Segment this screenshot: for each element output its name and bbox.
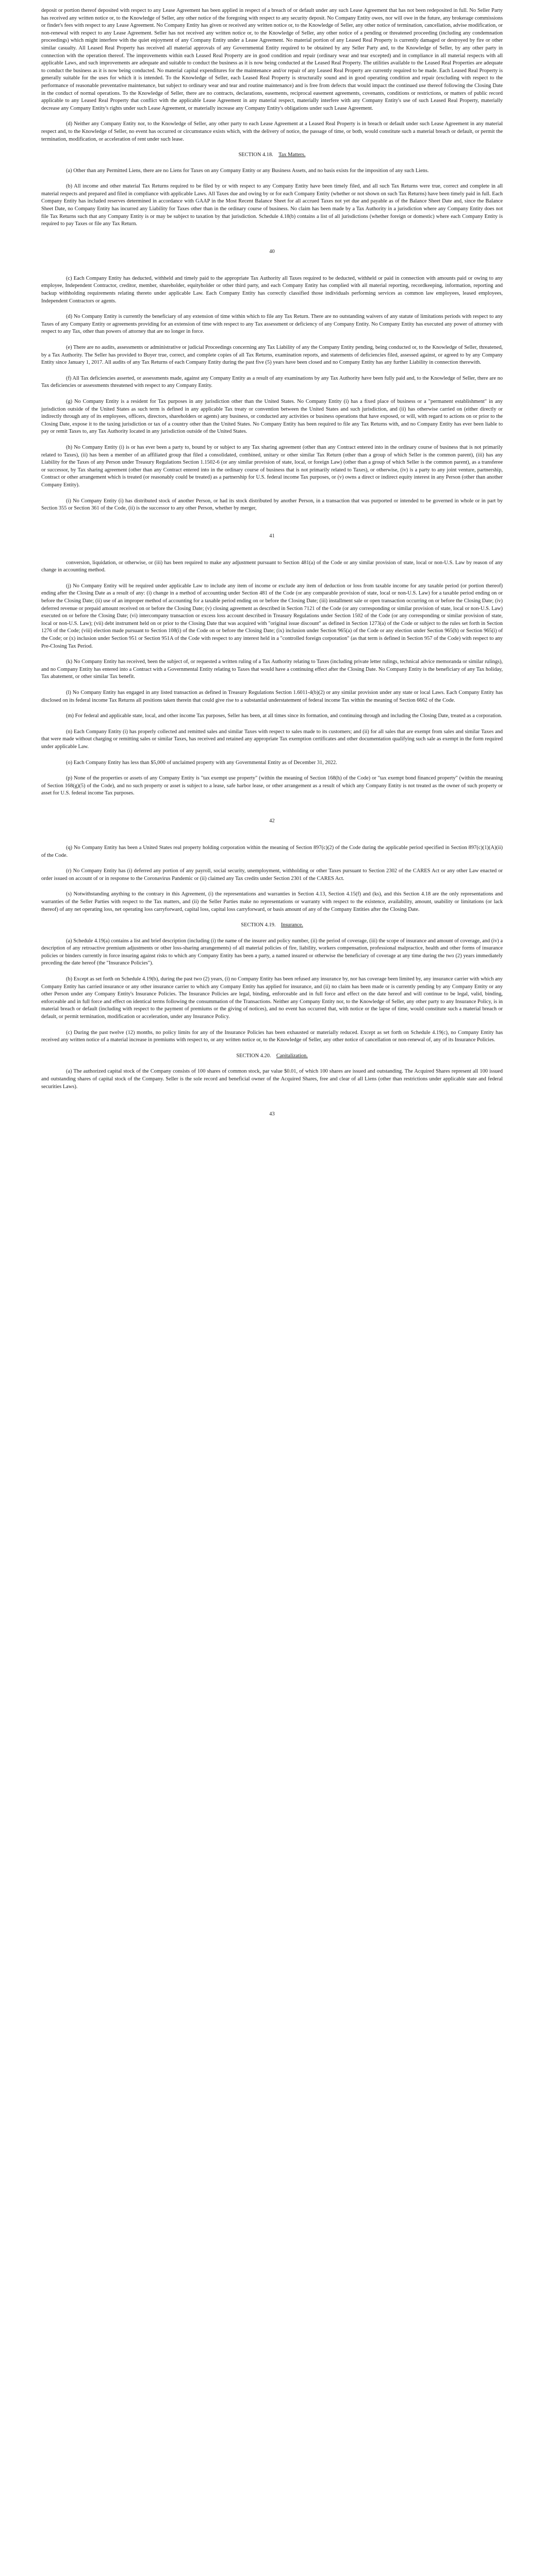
- subsection-paragraph: (e) There are no audits, assessments or administrative or judicial Proceedings concerning any Tax Liability of any the Company Entity pending, being conducted or, to the Knowledge of Seller, threatened, by a Tax Authority. The Seller has provided to Buyer true, correct, and complete copies of all Tax Returns, examination reports, and statements of deficiencies filed, assessed against, or agreed to by any Company Entity since January 1, 2017. All audits of any Tax Returns of each Company Entity during the past five (5) years have been closed and no Company Entity has any further Liability in connection therewith.: [41, 345, 503, 366]
- subsection-paragraph: (i) No Company Entity (i) has distributed stock of another Person, or had its stock distributed by another Person, in a transaction that was purported or intended to be governed in whole or in part by Section 355 or Section 361 of the Code, (ii) is the successor to any other Person, whether by merger,: [41, 498, 503, 512]
- subsection-paragraph: (b) Except as set forth on Schedule 4.19(b), during the past two (2) years, (i) no Company Entity has been refused any insurance by, nor has coverage been limited by, any insurance carrier with which any Company Entity has carried insurance or any other insurance carrier to which any Company Entity has applied for insurance, and (ii) no claim has been made or is currently pending by any Company Entity or any other Person under any Company Entity's Insurance Policies. The Insurance Policies are legal, binding, enforceable and in full force and effect on the date hereof and will continue to be legal, valid, binding, enforceable and in full force and effect on identical terms following the consummation of the Transactions. Neither any Company Entity nor, to the Knowledge of Seller, any other party to any Insurance Policy, is in material breach or default (including with respect to the payment of premiums or the giving of notices), and no event has occurred that, with notice or the lapse of time, would constitute such a material breach or default, or permit termination, modification or acceleration, under any Insurance Policy.: [41, 976, 503, 1020]
- body-paragraph: deposit or portion thereof deposited with respect to any Lease Agreement has been applied in respect of a breach of or default under any such Lease Agreement that has not been redeposited in full. No Seller Party has received any written notice or, to the Knowledge of Seller, any other notice of the foregoing with respect to any security deposit. No Company Entity owes, nor will owe in the future, any brokerage commissions or finder's fees with respect to any Lease Agreement. No Company Entity has given or received any written notice or, to the Knowledge of Seller, any other notice of termination, cancellation, advise modification, or non-renewal with respect to any Lease Agreement. Seller has not received any written notice or, to the Knowledge of Seller, any other notice of a pending or threatened proceeding (including any condemnation proceedings) which might interfere with the quiet enjoyment of any Company Entity under a Lease Agreement. No material portion of any Leased Real Property is currently damaged or destroyed by fire or other similar casualty. All Leased Real Property has received all material approvals of any Governmental Entity required to be obtained by any Seller Party and, to the Knowledge of Seller, by any other party in connection with the operation thereof. The improvements within each Leased Real Property are in good condition and repair (ordinary wear and tear excepted) and in compliance in all material respects with all applicable Laws, and such improvements are adequate and suitable to conduct the business as it is now being conducted at the Leased Real Property. The utilities available to the Leased Real Properties are adequate to conduct the business as it is now being conducted. No material capital expenditures for the maintenance and/or repair of any Leased Real Property are currently required to be made. Each Leased Real Property is generally suitable for the uses for which it is intended. To the Knowledge of Seller, each Leased Real Property is structurally sound and in good operating condition and repair (excluding with respect to the performance of reasonable preventative maintenance, but subject to ordinary wear and tear and routine maintenance) and is free from defects that would impact the continued use thereof following the Closing Date in the conduct of normal operations. To the Knowledge of Seller, there are no contracts, declarations, easements, reciprocal easement agreements, covenants, conditions or restrictions, or matters of public record applicable to any Leased Real Property that conflict with the applicable Lease Agreement in any material respect, materially interfere with any Company Entity's use of such Leased Real Property, materially decrease any Company Entity's rights under such Lease Agreement, or materially increase any Company Entity's obligations under such Lease Agreement.: [41, 8, 503, 111]
- subsection-paragraph: (l) No Company Entity has engaged in any listed transaction as defined in Treasury Regulations Section 1.6011-4(b)(2) or any similar provision under any state or local Laws. Each Company Entity has disclosed on its federal income Tax Returns all positions taken therein that could give rise to a substantial understatement of federal income Tax within the meaning of Section 6662 of the Code.: [41, 690, 503, 703]
- subsection-paragraph: (d) No Company Entity is currently the beneficiary of any extension of time within which to file any Tax Return. There are no outstanding waivers of any statute of limitations periods with respect to any Taxes of any Company Entity or agreements providing for an extension of time with respect to any Tax assessment or deficiency of any Company Entity. No Company Entity has executed any power of attorney with respect to any Tax, other than powers of attorney that are no longer in force.: [41, 314, 503, 335]
- subsection-paragraph: (c) During the past twelve (12) months, no policy limits for any of the Insurance Policies has been exhausted or materially reduced. Except as set forth on Schedule 4.19(c), no Company Entity has received any written notice of a material increase in premiums with respect to, or any written notice or, to the Knowledge of Seller, any other notice of cancellation or non-renewal of, any of its Insurance Policies.: [41, 1029, 503, 1043]
- subsection-paragraph: (m) For federal and applicable state, local, and other income Tax purposes, Seller has been, at all times since its formation, and continuing through and including the Closing Date, treated as a corporation.: [66, 713, 502, 719]
- section-title: Tax Matters.: [278, 152, 306, 158]
- page-number: 40: [269, 248, 275, 255]
- subsection-paragraph: (d) Neither any Company Entity nor, to the Knowledge of Seller, any other party to each Lease Agreement at a Leased Real Property is in breach or default under such Lease Agreement in any material respect and, to the Knowledge of Seller, no event has occurred or circumstance exists which, with the delivery of notice, the passage of time, or both, would constitute such a material breach or default, or permit the termination, modification, or acceleration of rent under such lease.: [41, 121, 503, 142]
- subsection-paragraph: (f) All Tax deficiencies asserted, or assessments made, against any Company Entity as a result of any examinations by any Tax Authority have been fully paid and, to the Knowledge of Seller, there are no Tax deficiencies or assessments threatened with respect to any Company Entity.: [41, 375, 503, 389]
- subsection-paragraph: (a) The authorized capital stock of the Company consists of 100 shares of common stock, par value $0.01, of which 100 shares are issued and outstanding. The Acquired Shares represent all 100 issued and outstanding shares of capital stock of the Company. Seller is the sole record and beneficial owner of the Acquired Shares, free and clear of all Liens (other than restrictions under applicable state and federal securities Laws).: [41, 1069, 503, 1090]
- subsection-paragraph: (o) Each Company Entity has less than $5,000 of unclaimed property with any Governmental Entity as of December 31, 2022.: [66, 759, 337, 766]
- subsection-paragraph: (n) Each Company Entity (i) has properly collected and remitted sales and similar Taxes with respect to sales made to its customers; and (ii) for all sales that are exempt from sales and similar Taxes and that were made without charging or remitting sales or similar Taxes, has received and retained any appropriate Tax exemption certificates and other documentation qualifying such sale as exempt in the form required under applicable Law.: [41, 728, 503, 750]
- subsection-paragraph: (k) No Company Entity has received, been the subject of, or requested a written ruling of a Tax Authority relating to Taxes (including private letter rulings, technical advice memoranda or similar rulings), and no Company Entity has entered into a Contract with a Governmental Entity relating to Taxes that would have a continuing effect after the Closing Date. No Company Entity is the beneficiary of any Tax holiday, Tax abatement, or other similar Tax benefit.: [41, 659, 503, 680]
- subsection-paragraph: (j) No Company Entity will be required under applicable Law to include any item of income or exclude any item of deduction or loss from taxable income for any taxable period (or portion thereof) ending after the Closing Date as a result of any: (i) change in a method of accounting under Section 481 of the Code (or any comparable provision of state, local or non-U.S. Law) for a taxable period ending on or before the Closing Date; (ii) use of an improper method of accounting for a taxable period ending on or before the Closing Date; (iii) installment sale or open transaction occurring on or before the Closing Date; (iv) deferred revenue or prepaid amount received on or before the Closing Date; (v) closing agreement as described in Section 7121 of the Code (or any corresponding or similar provision of state, local or non-U.S. Law) executed on or before the Closing Date; (vi) intercompany transaction or excess loss account described in Treasury Regulations under Section 1502 of the Code (or any corresponding or similar provision of state, local or non-U.S. Law); (vii) debt instrument held on or prior to the Closing Date that was acquired with "original issue discount" as defined in Section 1273(a) of the Code or subject to the rules set forth in Section 1276 of the Code; (viii) election made pursuant to Section 108(i) of the Code on or before the Closing Date; (ix) inclusion under Section 965(a) of the Code or any election under Section 965(h) or Section 965(i) of the Code; or (x) inclusion under Section 951 or Section 951A of the Code with respect to any interest held in a "controlled foreign corporation" (as that term is defined in Section 957 of the Code) with respect to any Pre-Closing Tax Period.: [41, 583, 503, 649]
- page-number: 41: [269, 533, 275, 539]
- subsection-paragraph: (r) No Company Entity has (i) deferred any portion of any payroll, social security, unemployment, withholding or other Taxes pursuant to Section 2302 of the CARES Act or any other Law enacted or order issued on account of or in response to the Coronavirus Pandemic or (ii) claimed any Tax credits under Section 2301 of the CARES Act.: [41, 868, 503, 882]
- section-title: Capitalization.: [276, 1053, 308, 1059]
- document-body: [41, 7, 503, 1138]
- section-heading: [41, 922, 503, 929]
- subsection-paragraph: (c) Each Company Entity has deducted, withheld and timely paid to the appropriate Tax Authority all Taxes required to be deducted, withheld or paid in connection with amounts paid or owing to any employee, Independent Contractor, creditor, member, shareholder, equityholder or other third party, and each Company Entity has complied with all material reporting, recordkeeping, information, reporting and backup withholding requirements relating thereto under applicable Law. Each Company Entity has correctly classified those individuals performing services as common law employees, leased employees, Independent Contractors or agents.: [41, 275, 503, 304]
- section-label: SECTION 4.19.: [241, 922, 276, 928]
- subsection-paragraph: (q) No Company Entity has been a United States real property holding corporation within the meaning of Section 897(c)(2) of the Code during the applicable period specified in Section 897(c)(1)(A)(ii) of the Code.: [41, 844, 503, 858]
- section-heading: [41, 1053, 503, 1060]
- subsection-paragraph: (b) All income and other material Tax Returns required to be filed by or with respect to any Company Entity have been timely filed, and all such Tax Returns were true, correct and complete in all material respects and prepared and filed in compliance with applicable Laws. All Taxes due and owing by or for each Company Entity (whether or not shown on such Tax Returns) have been timely paid in full. Each Company Entity has included reserves determined in accordance with GAAP in the Most Recent Balance Sheet for all accrued Taxes not yet due and payable as of the Balance Sheet Date and, since the Balance Sheet Date, no Company Entity has incurred any Liability for Taxes other than in the ordinary course of business. No claim has been made by a Tax Authority in a jurisdiction where any Company Entity does not file Tax Returns such that any Company Entity is or may be subject to taxation by that jurisdiction. Schedule 4.18(b) contains a list of all jurisdictions (whether foreign or domestic) where each Company Entity is required to pay Taxes or file any Tax Return.: [41, 183, 503, 227]
- subsection-paragraph: (p) None of the properties or assets of any Company Entity is "tax exempt use property" (within the meaning of Section 168(h) of the Code) or "tax exempt bond financed property" (within the meaning of Section 168(g)(5) of the Code), and no such property or asset is subject to a lease, safe harbor lease, or other arrangement as a result of which any Company Entity is not treated as the owner of such property or asset for U.S. federal income Tax purposes.: [41, 775, 503, 796]
- body-paragraph: conversion, liquidation, or otherwise, or (iii) has been required to make any adjustment pursuant to Section 481(a) of the Code or any similar provision of state, local or non-U.S. Law by reason of any change in accounting method.: [41, 560, 503, 573]
- subsection-paragraph: (h) No Company Entity (i) is or has ever been a party to, bound by or subject to any Tax sharing agreement (other than any Contract entered into in the ordinary course of business that is not primarily related to Taxes), (ii) has been a member of an affiliated group that filed a consolidated, combined, unitary or other similar Tax Return (other than a group of which Seller is the common parent), (iii) has any Liability for the Taxes of any Person under Treasury Regulations Section 1.1502-6 (or any similar provision of state, local, or foreign Law) (other than a group of which Seller is the common parent), as a transferee or successor, by Tax sharing agreement (other than any Contract entered into in the ordinary course of business that is not primarily related to Taxes), or otherwise, (iv) is a party to any joint venture, partnership, Contract or other arrangement which is treated (or reasonably could be treated) as a partnership for U.S. federal income Tax purposes, or (v) owns a direct or indirect equity interest in any Person (other than another Company Entity).: [41, 444, 503, 488]
- section-label: SECTION 4.18.: [238, 152, 273, 158]
- subsection-paragraph: (g) No Company Entity is a resident for Tax purposes in any jurisdiction other than the United States. No Company Entity (i) has a fixed place of business or a "permanent establishment" in any jurisdiction outside of the United States as such term is defined in any applicable Tax treaty or convention between the United States and such jurisdiction, and (ii) has otherwise carried on (either directly or indirectly through any of its employees, officers, directors, shareholders or agents) any business, or conducted any activities or business operations that have exposed, or will, with regard to actions on or prior to the Closing Date, expose it to the taxing jurisdiction or tax of a country other than the United States. No Company Entity has been required to file any Tax Returns with, and no Company Entity has ever been liable to pay or remit Taxes to, any Tax Authority located in any jurisdiction outside of the United States.: [41, 398, 503, 435]
- section-label: SECTION 4.20.: [236, 1053, 271, 1059]
- subsection-paragraph: (a) Other than any Permitted Liens, there are no Liens for Taxes on any Company Entity or any Business Assets, and no basis exists for the imposition of any such Liens.: [66, 167, 429, 174]
- section-heading: [41, 151, 503, 159]
- section-title: Insurance.: [281, 922, 303, 928]
- page-number: 43: [269, 1111, 275, 1117]
- subsection-paragraph: (s) Notwithstanding anything to the contrary in this Agreement, (i) the representations and warranties in Section 4.13, Section 4.15(f) and (ks), and this Section 4.18 are the only representations and warranties of the Seller Parties with respect to the Tax matters, and (ii) the Seller Parties make no representations or warranty with respect to the existence, availability, amount, usability or limitations (or lack thereof) of any net operating loss, net operating loss carryforward, capital loss, capital loss carryforward, or basis amount of any of the Company Entities after the Closing Date.: [41, 891, 503, 912]
- subsection-paragraph: (a) Schedule 4.19(a) contains a list and brief description (including (i) the name of the insurer and policy number, (ii) the period of coverage, (iii) the scope of insurance and amount of coverage, and (iv) a description of any retroactive premium adjustments or other loss-sharing arrangements) of all material policies of fire, liability, workers compensation, professional malpractice, health and other forms of insurance policies or binders currently in force insuring against risks to which any Company Entity has been a party, a named insured or otherwise the beneficiary of coverage at any time during the two (2) years immediately preceding the date hereof (the "Insurance Policies").: [41, 938, 503, 967]
- page-number: 42: [269, 818, 275, 824]
